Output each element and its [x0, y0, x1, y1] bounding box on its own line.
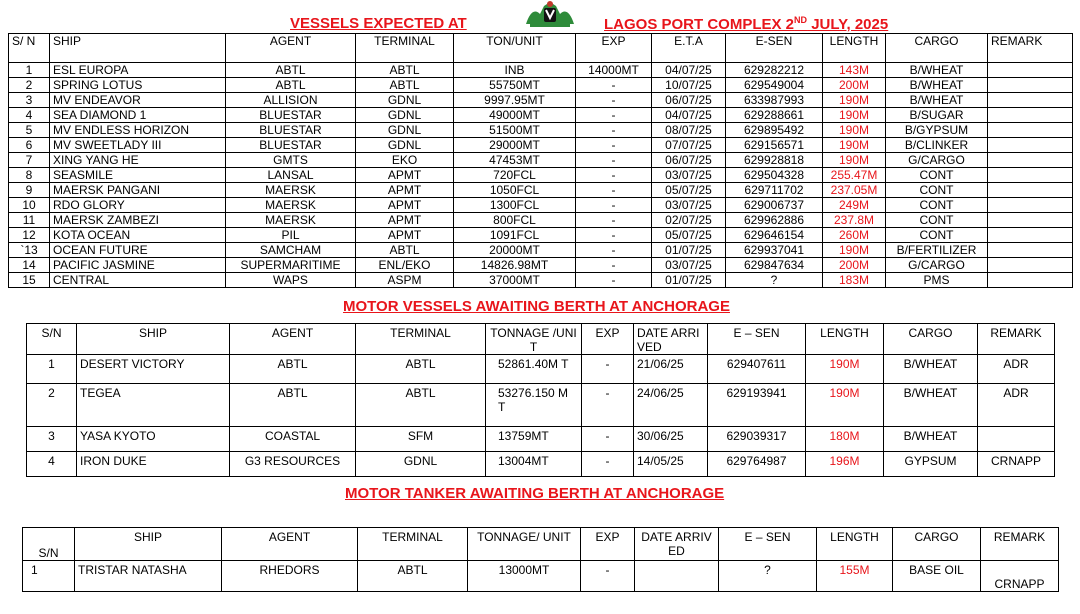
cell-esen: 629711702	[726, 183, 823, 198]
cell-cargo: BASE OIL	[893, 561, 981, 592]
cell-date: 24/06/25	[634, 384, 708, 427]
cell-exp: -	[582, 384, 634, 427]
cell-agent: GMTS	[226, 153, 356, 168]
col-header-ship: SHIP	[75, 528, 222, 561]
col-header-ship: SHIP	[77, 324, 230, 355]
cell-date: 05/07/25	[652, 183, 726, 198]
cell-length: 190M	[806, 355, 884, 384]
cell-ship: MAERSK PANGANI	[50, 183, 226, 198]
cell-terminal: ABTL	[356, 384, 486, 427]
cell-cargo: B/WHEAT	[884, 427, 978, 452]
cell-tonnage: 53276.150 M T	[486, 384, 582, 427]
cell-agent: BLUESTAR	[226, 138, 356, 153]
cell-cargo: PMS	[886, 273, 988, 288]
cell-date: 02/07/25	[652, 213, 726, 228]
cell-ship: RDO GLORY	[50, 198, 226, 213]
cell-exp: -	[576, 78, 652, 93]
cell-tonnage: 47453MT	[454, 153, 576, 168]
col-header-ton-unit: TON/UNIT	[454, 34, 576, 63]
cell-cargo: B/GYPSUM	[886, 123, 988, 138]
cell-terminal: ENL/EKO	[356, 258, 454, 273]
cell-esen: 629962886	[726, 213, 823, 228]
cell-agent: G3 RESOURCES	[230, 452, 356, 477]
cell-remark	[988, 213, 1073, 228]
cell-tonnage: 800FCL	[454, 213, 576, 228]
cell-tonnage: 13000MT	[468, 561, 581, 592]
table-row	[9, 243, 1073, 258]
cell-terminal: APMT	[356, 198, 454, 213]
cell-terminal: GDNL	[356, 452, 486, 477]
cell-ship: CENTRAL	[50, 273, 226, 288]
cell-esen: 629193941	[708, 384, 806, 427]
cell-exp: -	[581, 561, 635, 592]
col-header-date-arrived: DATE ARRIVED	[634, 324, 708, 355]
col-header-exp: EXP	[581, 528, 635, 561]
cell-date: 30/06/25	[634, 427, 708, 452]
cell-length: 190M	[823, 138, 886, 153]
cell-ship: TRISTAR NATASHA	[75, 561, 222, 592]
col-header-exp: EXP	[576, 34, 652, 63]
cell-agent: ALLISION	[226, 93, 356, 108]
cell-sn: 2	[9, 78, 50, 93]
cell-length: 155M	[817, 561, 893, 592]
cell-terminal: EKO	[356, 153, 454, 168]
cell-esen: 629928818	[726, 153, 823, 168]
cell-date: 03/07/25	[652, 198, 726, 213]
cell-tonnage: 55750MT	[454, 78, 576, 93]
table-row	[27, 355, 1055, 384]
title-left: VESSELS EXPECTED AT	[290, 15, 467, 32]
cell-tonnage: 37000MT	[454, 273, 576, 288]
cell-ship: MAERSK ZAMBEZI	[50, 213, 226, 228]
cell-remark	[988, 78, 1073, 93]
cell-agent: ABTL	[226, 78, 356, 93]
cell-esen: ?	[726, 273, 823, 288]
cell-cargo: B/WHEAT	[884, 384, 978, 427]
cell-ship: XING YANG HE	[50, 153, 226, 168]
cell-exp: -	[582, 427, 634, 452]
cell-length: 190M	[823, 243, 886, 258]
cell-sn: 15	[9, 273, 50, 288]
table-row	[9, 213, 1073, 228]
cell-tonnage: INB	[454, 63, 576, 78]
cell-length: 183M	[823, 273, 886, 288]
cell-tonnage: 1300FCL	[454, 198, 576, 213]
cell-exp: -	[582, 452, 634, 477]
cell-date: 14/05/25	[634, 452, 708, 477]
cell-exp: -	[576, 183, 652, 198]
cell-remark: ADR	[978, 384, 1055, 427]
col-header-exp: EXP	[582, 324, 634, 355]
table-row	[9, 168, 1073, 183]
cell-length: 190M	[823, 123, 886, 138]
cell-remark: CRNAPP	[978, 452, 1055, 477]
table-row	[27, 384, 1055, 427]
cell-esen: 629006737	[726, 198, 823, 213]
cell-date: 03/07/25	[652, 258, 726, 273]
cell-cargo: G/CARGO	[886, 153, 988, 168]
col-header-esen: E-SEN	[726, 34, 823, 63]
cell-remark	[988, 63, 1073, 78]
cell-length: 237.05M	[823, 183, 886, 198]
cell-length: 190M	[823, 153, 886, 168]
title-right	[604, 15, 888, 33]
cell-agent: MAERSK	[226, 183, 356, 198]
col-header-cargo: CARGO	[884, 324, 978, 355]
cell-terminal: ABTL	[356, 78, 454, 93]
cell-cargo: CONT	[886, 183, 988, 198]
cell-sn: 14	[9, 258, 50, 273]
cell-esen: 629282212	[726, 63, 823, 78]
cell-cargo: G/CARGO	[886, 258, 988, 273]
table-row	[9, 228, 1073, 243]
cell-length: 143M	[823, 63, 886, 78]
col-header-cargo: CARGO	[886, 34, 988, 63]
cell-exp: -	[576, 138, 652, 153]
table-row	[9, 183, 1073, 198]
cell-sn: 1	[27, 355, 77, 384]
cell-exp: -	[576, 108, 652, 123]
cell-ship: KOTA OCEAN	[50, 228, 226, 243]
cell-exp: -	[576, 123, 652, 138]
cell-esen: 629288661	[726, 108, 823, 123]
cell-terminal: APMT	[356, 228, 454, 243]
cell-length: 190M	[823, 93, 886, 108]
anchorage-tanker-table	[22, 527, 1059, 592]
cell-ship: MV SWEETLADY III	[50, 138, 226, 153]
table-row	[9, 273, 1073, 288]
col-header-date-arrived: DATE ARRIVED	[635, 528, 719, 561]
cell-remark	[988, 198, 1073, 213]
cell-cargo: B/SUGAR	[886, 108, 988, 123]
cell-terminal: SFM	[356, 427, 486, 452]
cell-cargo: B/CLINKER	[886, 138, 988, 153]
cell-exp: -	[576, 168, 652, 183]
col-header-remark: REMARK	[978, 324, 1055, 355]
cell-exp: -	[576, 243, 652, 258]
cell-esen: 629847634	[726, 258, 823, 273]
cell-tonnage: 1050FCL	[454, 183, 576, 198]
cell-cargo: B/WHEAT	[886, 63, 988, 78]
col-header-sn: S/ N	[9, 34, 50, 63]
cell-cargo: B/WHEAT	[886, 93, 988, 108]
cell-terminal: ABTL	[356, 243, 454, 258]
cell-ship: PACIFIC JASMINE	[50, 258, 226, 273]
cell-date: 03/07/25	[652, 168, 726, 183]
section-anchorage-tanker-title: MOTOR TANKER AWAITING BERTH AT ANCHORAGE	[345, 485, 725, 502]
cell-agent: BLUESTAR	[226, 123, 356, 138]
table-header-row	[23, 528, 1059, 561]
table-row	[9, 78, 1073, 93]
col-header-terminal: TERMINAL	[356, 34, 454, 63]
cell-agent: MAERSK	[226, 213, 356, 228]
cell-tonnage: 49000MT	[454, 108, 576, 123]
cell-date: 21/06/25	[634, 355, 708, 384]
cell-terminal: ABTL	[356, 63, 454, 78]
cell-remark	[988, 273, 1073, 288]
table-row	[9, 258, 1073, 273]
cell-exp: -	[576, 213, 652, 228]
col-header-sn: S/N	[23, 528, 75, 561]
cell-cargo: CONT	[886, 198, 988, 213]
table-row	[9, 93, 1073, 108]
cell-terminal: APMT	[356, 183, 454, 198]
cell-exp: -	[576, 258, 652, 273]
table-header-row	[9, 34, 1073, 63]
cell-remark	[988, 138, 1073, 153]
cell-length: 196M	[806, 452, 884, 477]
cell-sn: 10	[9, 198, 50, 213]
cell-terminal: APMT	[356, 213, 454, 228]
cell-ship: TEGEA	[77, 384, 230, 427]
cell-agent: MAERSK	[226, 198, 356, 213]
col-header-eta: E.T.A	[652, 34, 726, 63]
cell-esen: 629407611	[708, 355, 806, 384]
cell-sn: 1	[23, 561, 75, 592]
cell-length: 190M	[806, 384, 884, 427]
cell-agent: ABTL	[230, 384, 356, 427]
cell-date: 06/07/25	[652, 93, 726, 108]
cell-length: 200M	[823, 78, 886, 93]
cell-tonnage: 14826.98MT	[454, 258, 576, 273]
cell-sn: 4	[9, 108, 50, 123]
cell-ship: DESERT VICTORY	[77, 355, 230, 384]
cell-tonnage: 51500MT	[454, 123, 576, 138]
cell-esen: 629937041	[726, 243, 823, 258]
cell-sn: 7	[9, 153, 50, 168]
cell-esen: 633987993	[726, 93, 823, 108]
cell-terminal: GDNL	[356, 93, 454, 108]
cell-agent: BLUESTAR	[226, 108, 356, 123]
cell-ship: MV ENDEAVOR	[50, 93, 226, 108]
col-header-tonnage: TONNAGE/ UNIT	[468, 528, 581, 561]
cell-agent: SUPERMARITIME	[226, 258, 356, 273]
cell-tonnage: 52861.40M T	[486, 355, 582, 384]
cell-ship: SPRING LOTUS	[50, 78, 226, 93]
col-header-remark: REMARK	[988, 34, 1073, 63]
col-header-sn: S/N	[27, 324, 77, 355]
cell-terminal: APMT	[356, 168, 454, 183]
cell-terminal: GDNL	[356, 138, 454, 153]
cell-terminal: GDNL	[356, 108, 454, 123]
table-row	[27, 452, 1055, 477]
col-header-ship: SHIP	[50, 34, 226, 63]
table-row	[9, 153, 1073, 168]
cell-esen: 629646154	[726, 228, 823, 243]
col-header-length: LENGTH	[806, 324, 884, 355]
cell-sn: 6	[9, 138, 50, 153]
col-header-cargo: CARGO	[893, 528, 981, 561]
cell-date: 07/07/25	[652, 138, 726, 153]
cell-tonnage: 13759MT	[486, 427, 582, 452]
cell-exp: -	[576, 93, 652, 108]
col-header-esen: E – SEN	[719, 528, 817, 561]
cell-tonnage: 720FCL	[454, 168, 576, 183]
col-header-length: LENGTH	[823, 34, 886, 63]
cell-terminal: ASPM	[356, 273, 454, 288]
table-row	[9, 138, 1073, 153]
col-header-agent: AGENT	[226, 34, 356, 63]
cell-exp: -	[582, 355, 634, 384]
cell-agent: ABTL	[226, 63, 356, 78]
table-header-row	[27, 324, 1055, 355]
cell-terminal: GDNL	[356, 123, 454, 138]
cell-sn: 1	[9, 63, 50, 78]
cell-sn: 5	[9, 123, 50, 138]
cell-tonnage: 29000MT	[454, 138, 576, 153]
cell-ship: YASA KYOTO	[77, 427, 230, 452]
col-header-terminal: TERMINAL	[358, 528, 468, 561]
cell-ship: SEA DIAMOND 1	[50, 108, 226, 123]
cell-tonnage: 1091FCL	[454, 228, 576, 243]
table-row	[23, 561, 1059, 592]
table-row	[9, 108, 1073, 123]
cell-agent: COASTAL	[230, 427, 356, 452]
cell-ship: OCEAN FUTURE	[50, 243, 226, 258]
cell-agent: PIL	[226, 228, 356, 243]
col-header-length: LENGTH	[817, 528, 893, 561]
cell-ship: SEASMILE	[50, 168, 226, 183]
table-row	[9, 63, 1073, 78]
cell-remark: CRNAPP	[981, 561, 1059, 592]
cell-esen: ?	[719, 561, 817, 592]
cell-exp: -	[576, 153, 652, 168]
cell-sn: `13	[9, 243, 50, 258]
anchorage-vessels-table	[26, 323, 1055, 477]
title-superscript: ND	[794, 15, 808, 25]
cell-date: 04/07/25	[652, 108, 726, 123]
cell-date: 04/07/25	[652, 63, 726, 78]
cell-sn: 3	[9, 93, 50, 108]
cell-remark	[978, 427, 1055, 452]
cell-length: 200M	[823, 258, 886, 273]
coat-of-arms-logo	[522, 0, 578, 28]
cell-ship: ESL EUROPA	[50, 63, 226, 78]
cell-length: 190M	[823, 108, 886, 123]
cell-sn: 2	[27, 384, 77, 427]
cell-length: 260M	[823, 228, 886, 243]
cell-terminal: ABTL	[356, 355, 486, 384]
cell-length: 255.47M	[823, 168, 886, 183]
cell-cargo: CONT	[886, 168, 988, 183]
cell-agent: RHEDORS	[222, 561, 358, 592]
cell-agent: SAMCHAM	[226, 243, 356, 258]
table-row	[9, 123, 1073, 138]
cell-cargo: GYPSUM	[884, 452, 978, 477]
cell-sn: 4	[27, 452, 77, 477]
cell-ship: MV ENDLESS HORIZON	[50, 123, 226, 138]
cell-remark: ADR	[978, 355, 1055, 384]
cell-cargo: CONT	[886, 213, 988, 228]
cell-exp: 14000MT	[576, 63, 652, 78]
cell-remark	[988, 183, 1073, 198]
cell-agent: WAPS	[226, 273, 356, 288]
col-header-esen: E – SEN	[708, 324, 806, 355]
col-header-tonnage: TONNAGE /UNIT	[486, 324, 582, 355]
col-header-agent: AGENT	[222, 528, 358, 561]
cell-esen: 629764987	[708, 452, 806, 477]
cell-sn: 8	[9, 168, 50, 183]
cell-remark	[988, 228, 1073, 243]
cell-esen: 629156571	[726, 138, 823, 153]
cell-date: 10/07/25	[652, 78, 726, 93]
cell-remark	[988, 258, 1073, 273]
cell-sn: 9	[9, 183, 50, 198]
cell-cargo: B/FERTILIZER	[886, 243, 988, 258]
cell-ship: IRON DUKE	[77, 452, 230, 477]
cell-exp: -	[576, 198, 652, 213]
title-date: JULY, 2025	[807, 16, 889, 33]
cell-remark	[988, 123, 1073, 138]
cell-terminal: ABTL	[358, 561, 468, 592]
cell-remark	[988, 108, 1073, 123]
cell-remark	[988, 243, 1073, 258]
table-row	[27, 427, 1055, 452]
cell-esen: 629504328	[726, 168, 823, 183]
col-header-terminal: TERMINAL	[356, 324, 486, 355]
cell-length: 237.8M	[823, 213, 886, 228]
cell-remark	[988, 153, 1073, 168]
cell-date: 01/07/25	[652, 273, 726, 288]
cell-esen: 629549004	[726, 78, 823, 93]
cell-cargo: B/WHEAT	[886, 78, 988, 93]
section-anchorage-vessels-title: MOTOR VESSELS AWAITING BERTH AT ANCHORAGE	[343, 298, 730, 315]
cell-date: 05/07/25	[652, 228, 726, 243]
cell-date	[635, 561, 719, 592]
cell-sn: 12	[9, 228, 50, 243]
cell-date: 06/07/25	[652, 153, 726, 168]
cell-length: 180M	[806, 427, 884, 452]
col-header-remark: REMARK	[981, 528, 1059, 561]
cell-cargo: B/WHEAT	[884, 355, 978, 384]
table-row	[9, 198, 1073, 213]
cell-remark	[988, 93, 1073, 108]
cell-agent: LANSAL	[226, 168, 356, 183]
cell-sn: 11	[9, 213, 50, 228]
vessels-expected-table	[8, 33, 1073, 288]
cell-tonnage: 20000MT	[454, 243, 576, 258]
col-header-agent: AGENT	[230, 324, 356, 355]
cell-agent: ABTL	[230, 355, 356, 384]
cell-esen: 629039317	[708, 427, 806, 452]
cell-exp: -	[576, 228, 652, 243]
cell-tonnage: 13004MT	[486, 452, 582, 477]
cell-sn: 3	[27, 427, 77, 452]
cell-exp: -	[576, 273, 652, 288]
cell-date: 08/07/25	[652, 123, 726, 138]
cell-date: 01/07/25	[652, 243, 726, 258]
cell-tonnage: 9997.95MT	[454, 93, 576, 108]
cell-length: 249M	[823, 198, 886, 213]
cell-remark	[988, 168, 1073, 183]
cell-esen: 629895492	[726, 123, 823, 138]
title-port: LAGOS PORT COMPLEX 2	[604, 16, 795, 33]
cell-cargo: CONT	[886, 228, 988, 243]
